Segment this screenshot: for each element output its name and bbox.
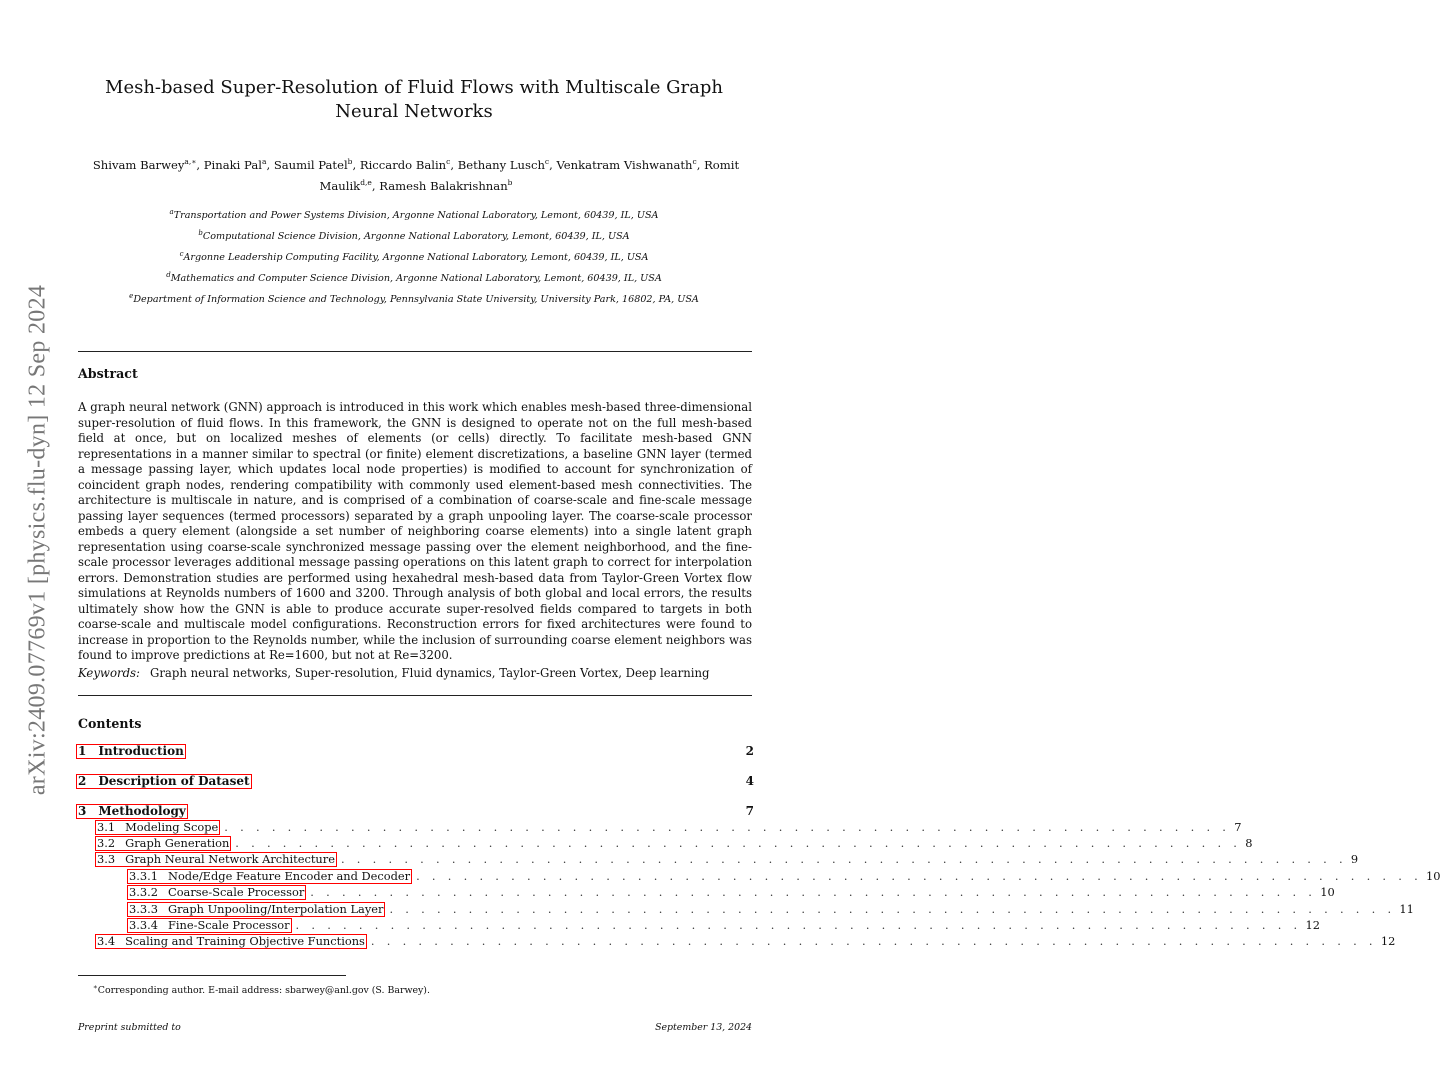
author-list: Shivam Barwey$^{a,∗}$, Pinaki Pal$^a$, Saumil Patel$^b$, Riccardo Balin$^c$, Bethany Lusch$^c$, Venkatram Vishwanath$^c$, Romit Maulik$^{d,e}$, Ramesh Balakrishnan$^b$ <box>92 157 740 193</box>
author: Venkatram Vishwanath$^c$ <box>556 157 697 172</box>
affiliation: $^d$Mathematics and Computer Science Division, Argonne National Laboratory, Lemont, 60439, IL, USA <box>166 271 662 285</box>
toc-leader: . . . . . . . . . . . . . . . . . . . . . . . . . . . . . . . . . . . . . . . . . . . . . . . . . . . . . . . . . . . . . . . . <box>310 885 1317 899</box>
keywords <box>78 666 752 681</box>
toc-entry <box>76 918 1320 935</box>
toc-entry <box>76 774 754 791</box>
abstract-bottom-rule <box>78 695 752 696</box>
toc-leader: . . . . . . . . . . . . . . . . . . . . . . . . . . . . . . . . . . . . . . . . . . . . . . . . . . . . . . . . . . . . . . . . <box>295 918 1302 932</box>
toc-entry <box>76 852 1359 869</box>
toc-page: 4 <box>745 774 754 788</box>
toc-leader: . . . . . . . . . . . . . . . . . . . . . . . . . . . . . . . . . . . . . . . . . . . . . . . . . . . . . . . . . . . . . . . . <box>389 902 1396 916</box>
toc-link-node-edge-encoder-decoder[interactable]: 3.3.1 Node/Edge Feature Encoder and Decoder <box>129 869 411 883</box>
toc-page: 10 <box>1320 885 1335 899</box>
toc-leader: . . . . . . . . . . . . . . . . . . . . . . . . . . . . . . . . . . . . . . . . . . . . . . . . . . . . . . . . . . . . . . . . <box>235 836 1242 850</box>
toc-page: 12 <box>1305 918 1320 932</box>
keywords-list: Graph neural networks, Super-resolution, Fluid dynamics, Taylor-Green Vortex, Deep learning <box>149 666 710 680</box>
toc-link-methodology[interactable]: 3 Methodology <box>78 804 186 818</box>
corresponding-author-footnote: ∗Corresponding author. E-mail address: sbarwey@anl.gov (S. Barwey). <box>93 983 430 997</box>
toc-link-coarse-scale-processor[interactable]: 3.3.2 Coarse-Scale Processor <box>129 885 305 899</box>
toc-entry <box>76 804 754 821</box>
toc-entry <box>76 744 754 761</box>
toc-entry <box>76 885 1335 902</box>
toc-link-scaling-training-objectives[interactable]: 3.4 Scaling and Training Objective Functions <box>97 934 365 948</box>
toc-entry <box>76 902 1414 919</box>
toc-link-description-of-dataset[interactable]: 2 Description of Dataset <box>78 774 250 788</box>
abstract-heading: Abstract <box>78 366 138 381</box>
author: Bethany Lusch$^c$ <box>457 157 550 172</box>
toc-leader: . . . . . . . . . . . . . . . . . . . . . . . . . . . . . . . . . . . . . . . . . . . . . . . . . . . . . . . . . . . . . . . . <box>416 869 1423 883</box>
affiliation: $^b$Computational Science Division, Argonne National Laboratory, Lemont, 60439, IL, USA <box>198 229 630 243</box>
toc-page: 7 <box>745 804 754 818</box>
toc-page: 9 <box>1350 852 1359 866</box>
keywords-label: Keywords: <box>78 666 140 680</box>
contents-heading: Contents <box>78 716 142 731</box>
abstract-body: A graph neural network (GNN) approach is introduced in this work which enables mesh-based three-dimensional super-resolution of fluid flows. In this framework, the GNN is designed to operate not on the full mesh-based field at once, but on localized meshes of elements (or cells) directly. To facilitate mesh-based GNN representations in a manner similar to spectral (or finite) element discretizations, a baseline GNN layer (termed a message passing layer, which updates local node properties) is modified to account for synchronization of coincident graph nodes, rendering compatibility with commonly used element-based mesh connectivities. The architecture is multiscale in nature, and is comprised of a combination of coarse-scale and fine-scale message passing layer sequences (termed processors) separated by a graph unpooling layer. The coarse-scale processor embeds a query element (alongside a set number of neighboring coarse elements) into a single latent graph representation using coarse-scale synchronized message passing over the element neighborhood, and the fine-scale processor leverages additional message passing operations on this latent graph to correct for interpolation errors. Demonstration studies are performed using hexahedral mesh-based data from Taylor-Green Vortex flow simulations at Reynolds numbers of 1600 and 3200. Through analysis of both global and local errors, the results ultimately show how the GNN is able to produce accurate super-resolved fields compared to targets in both coarse-scale and multiscale model configurations. Reconstruction errors for fixed architectures were found to increase in proportion to the Reynolds number, while the inclusion of surrounding coarse element neighbors was found to improve predictions at Re=1600, but not at Re=3200. <box>78 400 752 662</box>
author: Pinaki Pal$^a$ <box>203 157 267 172</box>
toc-link-fine-scale-processor[interactable]: 3.3.4 Fine-Scale Processor <box>129 918 290 932</box>
footnote-rule <box>78 975 346 976</box>
toc-page: 11 <box>1399 902 1414 916</box>
author: Ramesh Balakrishnan$^b$ <box>379 177 513 193</box>
toc-leader: . . . . . . . . . . . . . . . . . . . . . . . . . . . . . . . . . . . . . . . . . . . . . . . . . . . . . . . . . . . . . . . . <box>370 934 1377 948</box>
footer-preprint-note: Preprint submitted to <box>78 1022 181 1033</box>
arxiv-identifier <box>20 250 56 830</box>
affiliation: $^a$Transportation and Power Systems Division, Argonne National Laboratory, Lemont, 60439, IL, USA <box>169 208 659 222</box>
arxiv-identifier-text: arXiv:2409.07769v1 [physics.flu-dyn] 12 Sep 2024 <box>24 284 51 796</box>
toc-entry <box>76 836 1253 853</box>
affiliation-list <box>78 207 750 312</box>
toc-link-introduction[interactable]: 1 Introduction <box>78 744 184 758</box>
toc-link-graph-unpooling[interactable]: 3.3.3 Graph Unpooling/Interpolation Layer <box>129 902 384 916</box>
author: Saumil Patel$^b$ <box>273 157 353 172</box>
toc-link-graph-generation[interactable]: 3.2 Graph Generation <box>97 836 230 850</box>
toc-page: 12 <box>1380 934 1396 948</box>
toc-page: 2 <box>745 744 754 758</box>
affiliation: $^c$Argonne Leadership Computing Facility, Argonne National Laboratory, Lemont, 60439, IL, USA <box>179 250 649 264</box>
toc-link-modeling-scope[interactable]: 3.1 Modeling Scope <box>97 820 219 834</box>
author: Shivam Barwey$^{a,∗}$ <box>92 157 197 172</box>
toc-page: 7 <box>1234 820 1242 834</box>
footer-date: September 13, 2024 <box>655 1022 752 1033</box>
affiliation: $^e$Department of Information Science and Technology, Pennsylvania State University, University Park, 16802, PA, USA <box>129 292 699 306</box>
abstract-top-rule <box>78 351 752 352</box>
toc-leader: . . . . . . . . . . . . . . . . . . . . . . . . . . . . . . . . . . . . . . . . . . . . . . . . . . . . . . . . . . . . . . . . <box>224 820 1231 834</box>
toc-page: 10 <box>1426 869 1441 883</box>
toc-entry <box>76 869 1441 886</box>
toc-entry <box>76 820 1242 837</box>
toc-entry <box>76 934 1396 951</box>
toc-page: 8 <box>1245 836 1253 850</box>
author: Romit Maulik$^{d,e}$ <box>319 157 740 193</box>
toc-leader: . . . . . . . . . . . . . . . . . . . . . . . . . . . . . . . . . . . . . . . . . . . . . . . . . . . . . . . . . . . . . . . . <box>340 852 1347 866</box>
author: Riccardo Balin$^c$ <box>359 157 451 172</box>
toc-link-gnn-architecture[interactable]: 3.3 Graph Neural Network Architecture <box>97 852 335 866</box>
paper-title: Mesh-based Super-Resolution of Fluid Flows with Multiscale Graph Neural Networks <box>105 77 723 122</box>
